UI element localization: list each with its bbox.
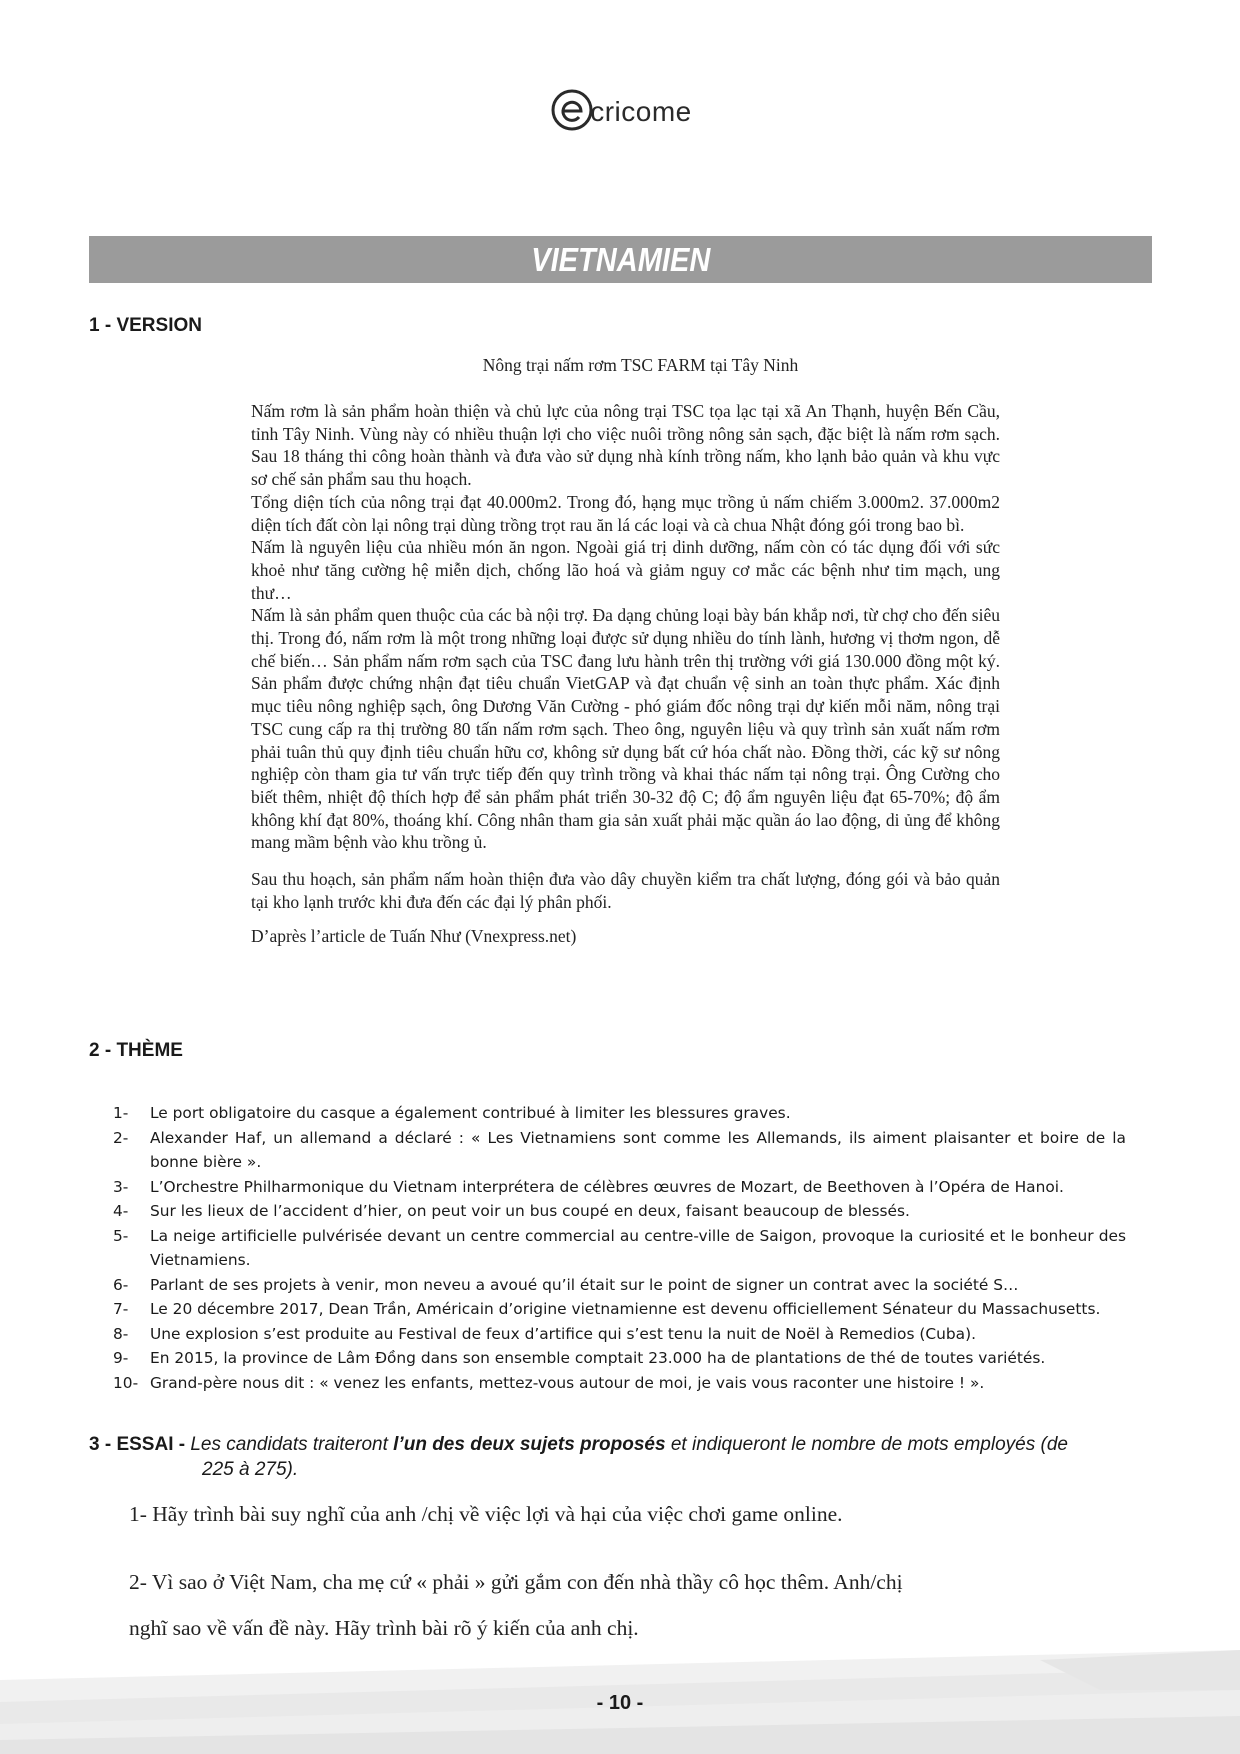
theme-item: [113, 1297, 1126, 1322]
theme-list: [113, 1101, 1126, 1395]
theme-item: [113, 1273, 1126, 1298]
ecricome-e-mark-icon: [548, 86, 596, 134]
theme-item: [113, 1346, 1126, 1371]
essai-section: [89, 1432, 1152, 1482]
theme-item-number: 8-: [113, 1324, 129, 1343]
version-heading: 1 - VERSION: [89, 315, 202, 336]
banner-title: VIETNAMIEN: [530, 240, 711, 278]
essay-topic-1: 1- Hãy trình bài suy nghĩ của anh /chị về việc lợi và hại của việc chơi game online.: [129, 1502, 843, 1526]
theme-item-number: 5-: [113, 1226, 129, 1245]
essay-topic-2-line1: 2- Vì sao ở Việt Nam, cha mẹ cứ « phải » gửi gắm con đến nhà thầy cô học thêm. Anh/chị: [129, 1570, 903, 1594]
essai-instruction-start: Les candidats traiteront: [190, 1434, 388, 1455]
theme-item-number: 4-: [113, 1202, 129, 1220]
theme-item: [113, 1126, 1126, 1175]
subject-banner: [89, 236, 1152, 283]
theme-item-text: Le port obligatoire du casque a également contribué à limiter les blessures graves.: [150, 1104, 791, 1122]
essay-topic-2-line2: nghĩ sao về vấn đề này. Hãy trình bài rõ ý kiến của anh chị.: [129, 1616, 639, 1640]
theme-item: [113, 1199, 1126, 1224]
theme-item-number: 6-: [113, 1275, 129, 1294]
theme-item: [113, 1322, 1126, 1347]
theme-item-number: 10-: [113, 1373, 139, 1392]
theme-item-text: Grand-père nous dit : « venez les enfants, mettez-vous autour de moi, je vais vous raconter une histoire ! ».: [150, 1373, 985, 1392]
theme-item-text: Alexander Haf, un allemand a déclaré : « Les Vietnamiens sont comme les Allemands, ils aiment plaisanter et boire de la bonne bière ».: [150, 1128, 1126, 1171]
theme-item-text: L’Orchestre Philharmonique du Vietnam interprétera de célèbres œuvres de Mozart, de Beethoven à l’Opéra de Hanoi.: [150, 1177, 1064, 1196]
theme-item-text: En 2015, la province de Lâm Đồng dans son ensemble comptait 23.000 ha de plantations de thé de toutes variétés.: [150, 1349, 1046, 1367]
theme-heading: 2 - THÈME: [89, 1040, 183, 1061]
theme-item: [113, 1175, 1126, 1200]
essai-instruction: [190, 1434, 1068, 1455]
theme-item-text: Une explosion s’est produite au Festival de feux d’artifice qui s’est tenu la nuit de Noël à Remedios (Cuba).: [150, 1324, 976, 1343]
article-body: [251, 400, 1000, 948]
theme-item-number: 9-: [113, 1349, 129, 1367]
article-paragraph: Tổng diện tích của nông trại đạt 40.000m2. Trong đó, hạng mục trồng ủ nấm chiếm 3.000m2. 37.000m2 diện tích đất còn lại nông trại dùng trồng trọt rau ăn lá các loại và cà chua Nhật đóng gói trong bao bì.: [251, 491, 1000, 535]
theme-item-number: 2-: [113, 1128, 129, 1147]
theme-item: [113, 1101, 1126, 1126]
article-paragraph: Nấm là sản phẩm quen thuộc của các bà nội trợ. Đa dạng chủng loại bày bán khắp nơi, từ chợ cho đến siêu thị. Trong đó, nấm rơm là một trong những loại được sử dụng nhiều do tính lành, hương vị thơm ngon, dễ chế biến… Sản phẩm nấm rơm sạch của TSC đang lưu hành trên thị trường với giá 130.000 đồng một ký. Sản phẩm được chứng nhận đạt tiêu chuẩn VietGAP và đạt chuẩn vệ sinh an toàn thực phẩm. Xác định mục tiêu nông nghiệp sạch, ông Dương Văn Cường - phó giám đốc nông trại dự kiến mỗi năm, nông trại TSC cung cấp ra thị trường 80 tấn nấm rơm sạch. Theo ông, nguyên liệu và quy trình sản xuất nấm rơm phải tuân thủ quy định tiêu chuẩn hữu cơ, không sử dụng bất cứ hóa chất nào. Đồng thời, các kỹ sư nông nghiệp còn tham gia tư vấn trực tiếp đến quy trình trồng và khai thác nấm tại nông trại. Ông Cường cho biết thêm, nhiệt độ thích hợp để sản phẩm phát triển 30-32 độ C; độ ẩm nguyên liệu đạt 65-70%; độ ẩm không khí đạt 80%, thoáng khí. Công nhân tham gia sản xuất phải mặc quần áo lao động, di ủng để không mang mầm bệnh vào khu trồng ủ.: [251, 605, 1000, 853]
essai-instruction-end: et indiqueront le nombre de mots employés (de: [670, 1434, 1068, 1455]
theme-item-number: 3-: [113, 1177, 129, 1196]
theme-item-number: 1-: [113, 1104, 129, 1122]
article-paragraph: Sau thu hoạch, sản phẩm nấm hoàn thiện đưa vào dây chuyền kiểm tra chất lượng, đóng gói và bảo quản tại kho lạnh trước khi đưa đến các đại lý phân phối.: [251, 869, 1000, 912]
essay-topic-2: [129, 1563, 1029, 1647]
theme-item-text: Le 20 décembre 2017, Dean Trần, Américain d’origine vietnamienne est devenu officiellement Sénateur du Massachusetts.: [150, 1300, 1101, 1318]
theme-item-text: Sur les lieux de l’accident d’hier, on peut voir un bus coupé en deux, faisant beaucoup de blessés.: [150, 1202, 910, 1220]
theme-item: [113, 1371, 1126, 1396]
theme-item-text: Parlant de ses projets à venir, mon neveu a avoué qu’il était sur le point de signer un contrat avec la société S…: [150, 1275, 1019, 1294]
article-title: Nông trại nấm rơm TSC FARM tại Tây Ninh: [482, 355, 799, 375]
essai-heading: 3 - ESSAI -: [89, 1434, 186, 1455]
article-paragraph: Nấm rơm là sản phẩm hoàn thiện và chủ lực của nông trại TSC tọa lạc tại xã An Thạnh, huyện Bến Cầu, tỉnh Tây Ninh. Vùng này có nhiều thuận lợi cho việc nuôi trồng nông sản sạch, đặc biệt là nấm rơm sạch. Sau 18 tháng thi công hoàn thành và đưa vào sử dụng nhà kính trồng nấm, kho lạnh bảo quản và khu vực sơ chế sản phẩm sau thu hoạch.: [251, 401, 1000, 490]
theme-item-text: La neige artificielle pulvérisée devant un centre commercial au centre-ville de Saigon, provoque la curiosité et le bonheur des Vietnamiens.: [150, 1226, 1126, 1269]
theme-item-number: 7-: [113, 1300, 129, 1318]
page-number: - 10 -: [596, 1692, 644, 1714]
essai-instruction-bold: l’un des deux sujets proposés: [393, 1434, 666, 1455]
ecricome-logo: [0, 86, 1240, 134]
theme-item: [113, 1224, 1126, 1273]
logo-text: cricome: [590, 96, 692, 127]
article-paragraph: Nấm là nguyên liệu của nhiều món ăn ngon. Ngoài giá trị dinh dưỡng, nấm còn có tác dụng đối với sức khoẻ như tăng cường hệ miễn dịch, chống lão hoá và giảm nguy cơ mắc các bệnh như tim mạch, ung thư…: [251, 537, 1000, 603]
essai-instruction-line2: 225 à 275).: [202, 1459, 299, 1480]
article-source: D’après l’article de Tuấn Như (Vnexpress.net): [251, 926, 577, 947]
